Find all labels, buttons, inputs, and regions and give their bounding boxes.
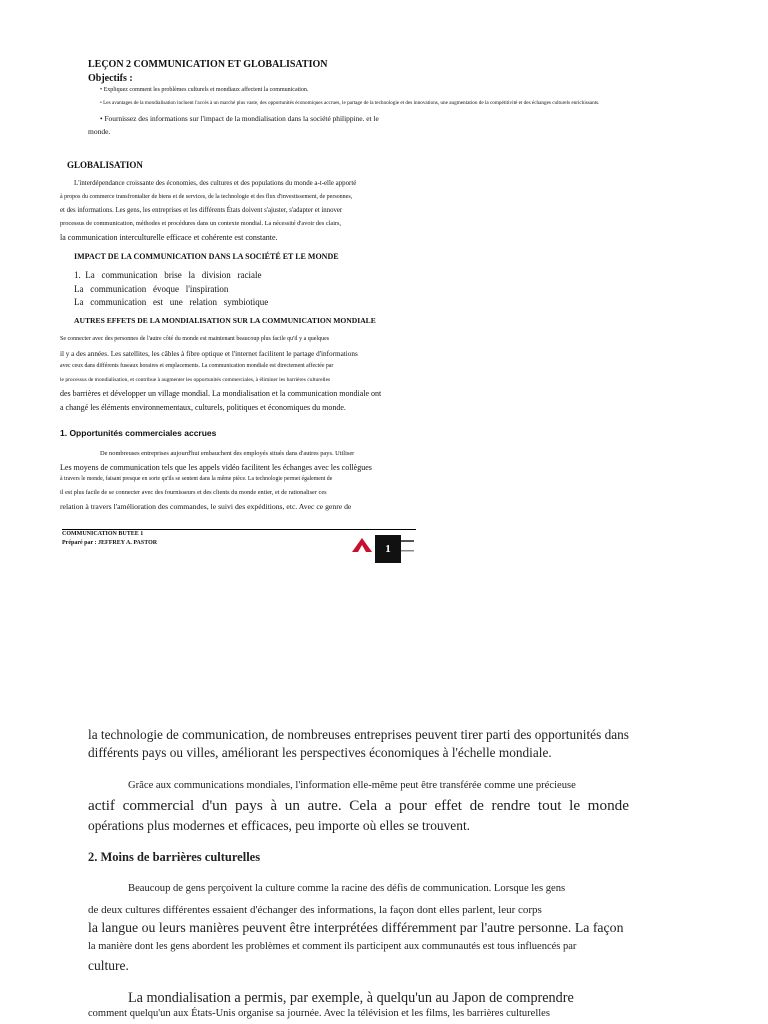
globalisation-heading: GLOBALISATION [67, 160, 143, 170]
impact-item: La communication est une relation symbiotique [74, 297, 269, 307]
page2-line: culture. [88, 958, 129, 973]
page-gap [0, 566, 768, 716]
page2-line: opérations plus modernes et efficaces, peu importe où elles se trouvent. [88, 818, 471, 833]
autres-line: des barrières et développer un village mondial. La mondialisation et la communication mondiale ont [60, 389, 382, 398]
page2-heading: 2. Moins de barrières culturelles [88, 850, 261, 864]
page2-line: Beaucoup de gens perçoivent la culture comme la racine des défis de communication. Lorsque les gens [128, 883, 566, 894]
page-number: 1 [375, 535, 401, 563]
footer-divider [62, 529, 416, 530]
globalisation-line: la communication interculturelle efficace et cohérente est constante. [60, 233, 278, 242]
lesson-title: LEÇON 2 COMMUNICATION ET GLOBALISATION [88, 59, 328, 70]
opportunities-line: à travers le monde, faisant presque en sorte qu'ils se sentent dans la même pièce. La technologie permet également de [60, 476, 333, 482]
page2-line: la langue ou leurs manières peuvent être interprétées différemment par l'autre personne. La façon [88, 920, 624, 935]
autres-line: avec ceux dans différents fuseaux horaires et emplacements. La communication mondiale est directement affectée par [60, 363, 334, 369]
page2-line: La mondialisation a permis, par exemple, à quelqu'un au Japon de comprendre [128, 990, 574, 1006]
opportunities-line: relation à travers l'amélioration des commandes, le suivi des expéditions, etc. Avec ce genre de [60, 502, 352, 511]
autres-line: Se connecter avec des personnes de l'autre côté du monde est maintenant beaucoup plus facile qu'il y a quelques [60, 336, 330, 342]
objectives-tail: monde. [88, 127, 111, 136]
globalisation-line: et des informations. Les gens, les entreprises et les différents États doivent s'ajuster, s'adapter et innover [60, 207, 343, 214]
page2-line: la manière dont les gens abordent les problèmes et comment ils participent aux communautés est tous influencés par [88, 941, 577, 952]
objective-item: • Expliquez comment les problèmes culturels et mondiaux affectent la communication. [100, 87, 308, 93]
globalisation-line: à propos du commerce transfrontalier de biens et de services, de la technologie et des flux d'investissement, de personnes, [60, 194, 353, 200]
opportunities-heading: 1. Opportunités commerciales accrues [60, 428, 217, 438]
globalisation-line: processus de communication, méthodes et procédures dans un contexte mondial. La nécessité d'avoir des clairs, [60, 220, 342, 227]
page2-line: Grâce aux communications mondiales, l'information elle-même peut être transférée comme une précieuse [128, 780, 576, 791]
objectives-label: Objectifs : [88, 73, 133, 84]
page2-line: différents pays ou villes, améliorant les perspectives économiques à l'échelle mondiale. [88, 745, 552, 760]
autres-heading: AUTRES EFFETS DE LA MONDIALISATION SUR LA COMMUNICATION MONDIALE [74, 316, 376, 325]
autres-line: a changé les éléments environnementaux, culturels, politiques et économiques du monde. [60, 403, 346, 412]
autres-line: il y a des années. Les satellites, les câbles à fibre optique et l'internet facilitent le partage d'informations [60, 350, 358, 358]
objective-item: • Les avantages de la mondialisation incluent l'accès à un marché plus vaste, des opportunités économiques accrues, le partage de la technologie et des innovations, une augmentation de la compétitivité et des échanges culturels enrichissants. [100, 100, 599, 106]
page2-line: de deux cultures différentes essaient d'échanger des informations, la façon dont elles parlent, leur corps [88, 904, 542, 916]
impact-item: La communication évoque l'inspiration [74, 284, 229, 294]
globalisation-line: L'interdépendance croissante des économies, des cultures et des populations du monde a-t-elle apporté [74, 180, 357, 187]
opportunities-line: Les moyens de communication tels que les appels vidéo facilitent les échanges avec les collègues [60, 463, 372, 472]
page2-line: actif commercial d'un pays à un autre. Cela a pour effet de rendre tout le monde [88, 797, 629, 814]
objective-item: • Fournissez des informations sur l'impact de la mondialisation dans la société philippine. et le [100, 114, 379, 123]
page2-line: la technologie de communication, de nombreuses entreprises peuvent tirer parti des opportunités dans [88, 727, 629, 742]
impact-heading: IMPACT DE LA COMMUNICATION DANS LA SOCIÉTÉ ET LE MONDE [74, 252, 339, 261]
page2-line: comment quelqu'un aux États-Unis organise sa journée. Avec la télévision et les films, les barrières culturelles [88, 1008, 550, 1019]
opportunities-line: De nombreuses entreprises aujourd'hui embauchent des employés situés dans d'autres pays. Utiliser [100, 450, 355, 457]
footer-prepared-by: Préparé par : JEFFREY A. PASTOR [62, 540, 158, 546]
opportunities-line: il est plus facile de se connecter avec des fournisseurs et des clients du monde entier, et de rationaliser ces [60, 489, 327, 496]
impact-item: 1. La communication brise la division raciale [74, 270, 262, 280]
autres-line: le processus de mondialisation, et contribue à augmenter les opportunités commerciales, à éliminer les barrières culturelles [60, 377, 331, 383]
footer-course: COMMUNICATION BUTEE 1 [62, 531, 144, 537]
